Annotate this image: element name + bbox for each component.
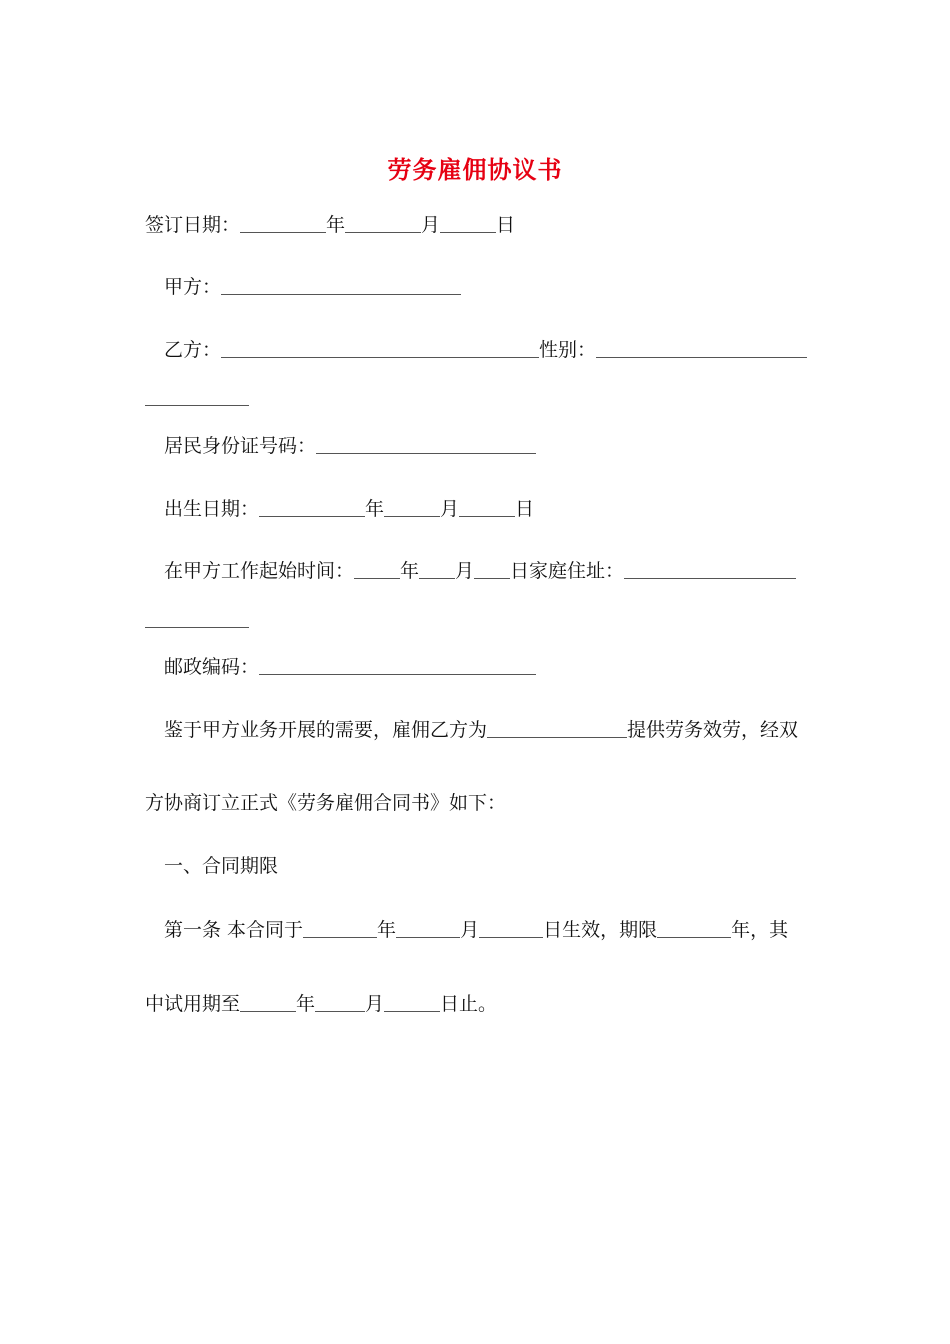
start-time-label: 在甲方工作起始时间： — [164, 560, 355, 582]
section-heading — [164, 854, 278, 878]
section-1-title: 一、合同期限 — [164, 855, 279, 877]
month-label: 月 — [455, 560, 475, 582]
sign-day-blank[interactable] — [440, 212, 496, 233]
address-blank[interactable] — [624, 558, 796, 579]
preamble-line-2 — [145, 791, 506, 815]
trial-day-blank[interactable] — [384, 991, 440, 1012]
article-1-year-its: 年，其 — [731, 919, 789, 941]
sign-date-label: 签订日期： — [145, 214, 241, 236]
gender-blank[interactable] — [596, 337, 807, 358]
day-address-label: 日家庭住址： — [510, 560, 625, 582]
article-1-line-2 — [145, 991, 497, 1016]
employer-purpose-blank[interactable] — [487, 717, 627, 738]
year-label: 年 — [326, 214, 346, 236]
party-a-blank[interactable] — [221, 274, 461, 295]
preamble-line-2-text: 方协商订立正式《劳务雇佣合同书》如下： — [145, 792, 507, 814]
sign-month-blank[interactable] — [345, 212, 421, 233]
birth-year-blank[interactable] — [259, 496, 365, 517]
trial-year-blank[interactable] — [240, 991, 296, 1012]
birth-month-blank[interactable] — [384, 496, 440, 517]
birth-date-line — [164, 496, 534, 521]
party-a-label: 甲方： — [164, 276, 222, 298]
year-label: 年 — [296, 993, 316, 1015]
article-1-start: 第一条 本合同于 — [164, 919, 304, 941]
party-b-blank[interactable] — [221, 337, 539, 358]
month-label: 月 — [365, 993, 385, 1015]
effective-day-blank[interactable] — [479, 917, 543, 938]
postcode-label: 邮政编码： — [164, 656, 260, 678]
effective-month-blank[interactable] — [396, 917, 460, 938]
preamble-end: 提供劳务效劳，经双 — [627, 719, 799, 741]
preamble-start: 鉴于甲方业务开展的需要，雇佣乙方为 — [164, 719, 488, 741]
year-label: 年 — [365, 498, 385, 520]
sign-date-line — [145, 212, 515, 237]
id-line — [164, 433, 536, 458]
birth-day-blank[interactable] — [459, 496, 515, 517]
day-label: 日 — [515, 498, 535, 520]
sign-year-blank[interactable] — [240, 212, 326, 233]
year-label: 年 — [377, 919, 397, 941]
birth-date-label: 出生日期： — [164, 498, 260, 520]
trial-end: 日止。 — [440, 993, 498, 1015]
document-title: 劳务雇佣协议书 — [387, 155, 563, 184]
gender-label: 性别： — [539, 339, 597, 361]
start-month-blank[interactable] — [419, 558, 455, 579]
start-time-line — [164, 558, 796, 583]
trial-month-blank[interactable] — [315, 991, 365, 1012]
trial-start: 中试用期至 — [145, 993, 241, 1015]
article-1-line-1 — [164, 917, 788, 942]
term-years-blank[interactable] — [657, 917, 731, 938]
id-blank[interactable] — [316, 433, 536, 454]
start-day-blank[interactable] — [474, 558, 510, 579]
article-1-effective: 日生效，期限 — [543, 919, 658, 941]
preamble-line-1 — [164, 717, 798, 742]
effective-year-blank[interactable] — [303, 917, 377, 938]
party-a-line — [164, 274, 461, 299]
day-label: 日 — [496, 214, 516, 236]
party-b-line — [164, 337, 807, 362]
month-label: 月 — [440, 498, 460, 520]
id-label: 居民身份证号码： — [164, 435, 317, 457]
month-label: 月 — [421, 214, 441, 236]
gender-blank-continued[interactable] — [145, 405, 249, 406]
start-year-blank[interactable] — [354, 558, 400, 579]
month-label: 月 — [460, 919, 480, 941]
postcode-line — [164, 654, 536, 679]
party-b-label: 乙方： — [164, 339, 222, 361]
year-label: 年 — [400, 560, 420, 582]
address-blank-continued[interactable] — [145, 627, 249, 628]
postcode-blank[interactable] — [259, 654, 536, 675]
